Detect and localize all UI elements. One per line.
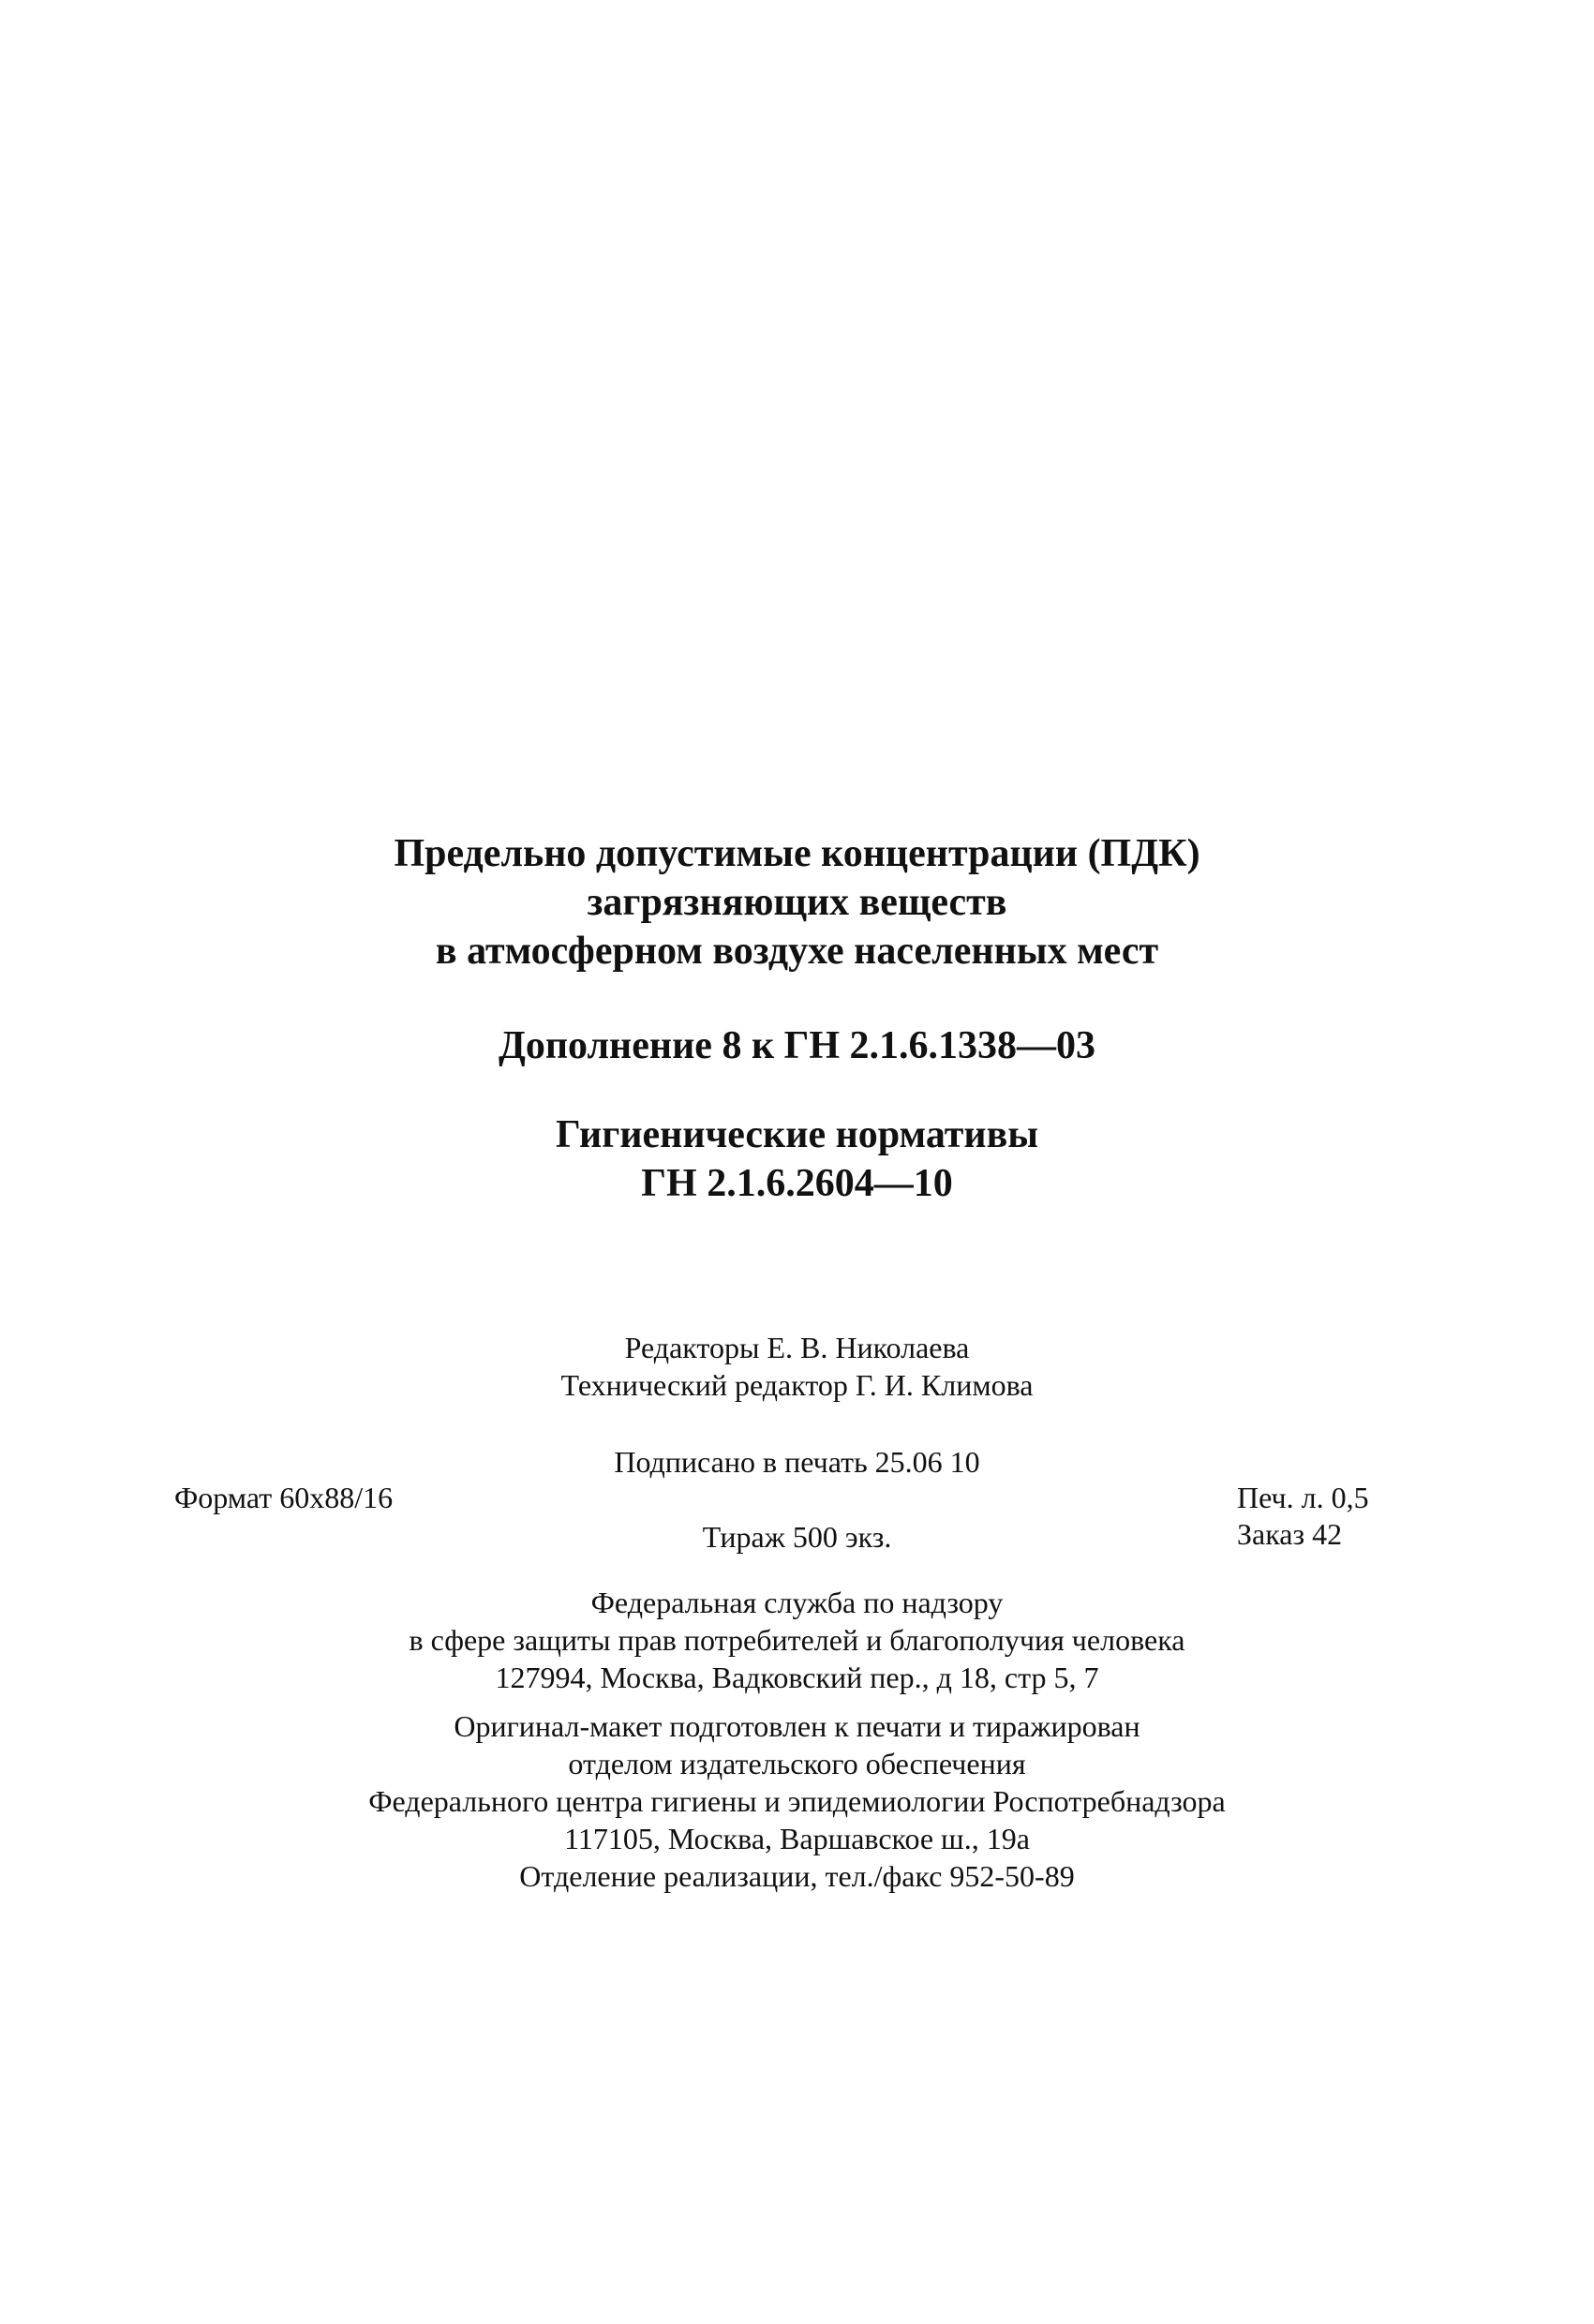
editors-line: Редакторы Е. В. Николаева: [624, 1331, 970, 1364]
editors-block: [0, 1329, 1594, 1404]
hygiene-line-1: Гигиенические нормативы: [555, 1113, 1039, 1156]
publisher-address: 127994, Москва, Вадковский пер., д 18, стр 5, 7: [495, 1661, 1099, 1694]
printed-sheets: Печ. л. 0,5: [1237, 1481, 1369, 1514]
document-title: [0, 829, 1594, 976]
title-line-2: загрязняющих веществ: [587, 881, 1007, 924]
printer-block: [0, 1707, 1594, 1895]
title-line-3: в атмосферном воздухе населенных мест: [435, 930, 1159, 973]
technical-editor-line: Технический редактор Г. И. Климова: [560, 1368, 1034, 1402]
hygiene-line-2: ГН 2.1.6.2604—10: [641, 1162, 953, 1205]
publisher-block: [0, 1584, 1594, 1696]
sales-department-contact: Отделение реализации, тел./факс 952-50-89: [519, 1859, 1075, 1893]
paper-format: Формат 60х88/16: [174, 1481, 394, 1514]
publisher-line-2: в сфере защиты прав потребителей и благополучия человека: [409, 1623, 1185, 1657]
printer-line-2: отделом издательского обеспечения: [568, 1747, 1026, 1780]
signed-to-print: Подписано в печать 25.06 10: [614, 1445, 980, 1479]
print-run: Тираж 500 экз.: [702, 1520, 892, 1554]
title-line-1: Предельно допустимые концентрации (ПДК): [394, 832, 1200, 875]
printer-line-1: Оригинал-макет подготовлен к печати и тиражирован: [454, 1709, 1140, 1743]
printer-address: 117105, Москва, Варшавское ш., 19а: [564, 1822, 1030, 1855]
supplement-heading: Дополнение 8 к ГН 2.1.6.1338—03: [498, 1024, 1096, 1067]
printer-line-3: Федерального центра гигиены и эпидемиологии Роспотребнадзора: [368, 1784, 1226, 1818]
publisher-line-1: Федеральная служба по надзору: [590, 1586, 1004, 1619]
order-number: Заказ 42: [1237, 1517, 1343, 1551]
hygiene-standards-heading: [0, 1110, 1594, 1208]
